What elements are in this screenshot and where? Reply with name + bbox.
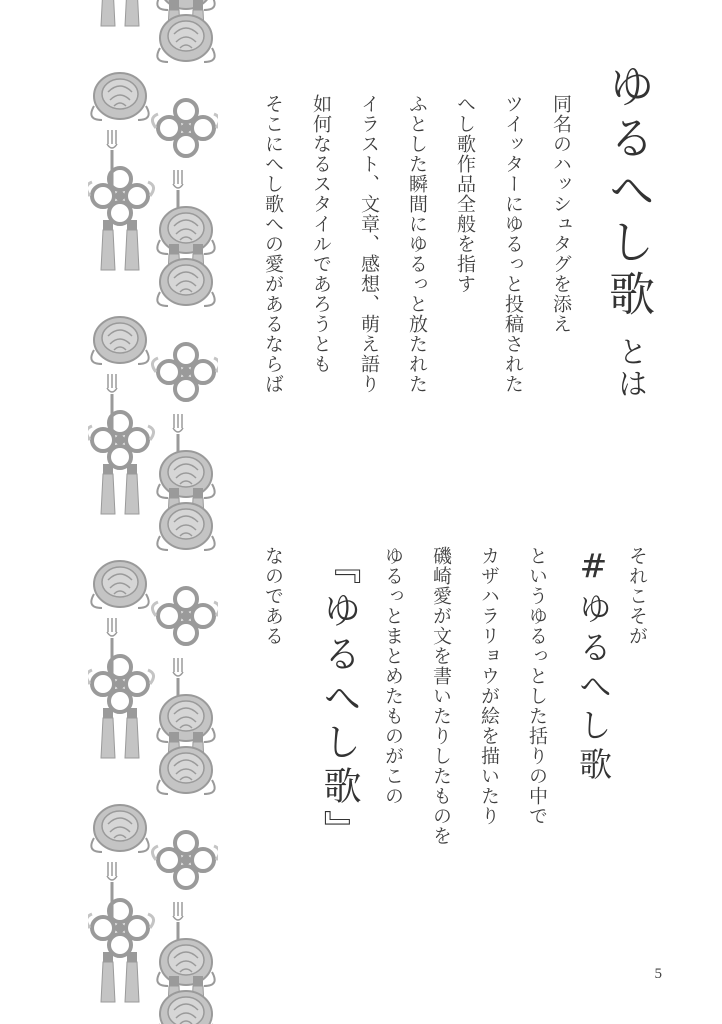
bracket-line: ゆるっとまとめたものがこの — [382, 546, 404, 806]
definition-line: ふとした瞬間にゆるっと放たれた — [406, 94, 428, 394]
peony-icon — [157, 939, 214, 986]
peony-icon — [157, 747, 214, 794]
title-main: ゆるへし歌 — [602, 62, 656, 322]
knot-icon — [88, 900, 154, 956]
knot-icon — [88, 412, 154, 468]
tassel-icon — [101, 220, 139, 270]
knot-icon — [152, 588, 218, 644]
peony-icon — [157, 695, 214, 742]
title-suffix: とは — [612, 336, 647, 400]
definition-line: ツイッターにゆるっと投稿された — [502, 94, 524, 394]
knot-icon — [152, 100, 218, 156]
definition-line: そこにへし歌への愛があるならば — [262, 94, 284, 394]
tassel-icon — [101, 708, 139, 758]
peony-icon — [91, 805, 148, 852]
bracket-line: というゆるっとした括りの中で — [526, 546, 548, 826]
bracket-line: カザハラリョウが絵を描いたり — [478, 546, 500, 826]
peony-icon — [157, 15, 214, 62]
page-number: 5 — [654, 966, 662, 982]
book-title: 『ゆるへし歌』 — [317, 546, 361, 854]
peony-icon — [157, 451, 214, 498]
knot-icon — [152, 832, 218, 888]
knot-icon — [88, 168, 154, 224]
definition-line: 同名のハッシュタグを添え — [550, 94, 572, 334]
bracket-line: 磯崎愛が文を書いたりしたものを — [430, 546, 452, 846]
peony-icon — [91, 561, 148, 608]
definition-line: イラスト、文章、感想、萌え語り — [358, 94, 380, 394]
tassel-icon — [101, 0, 139, 26]
intro-line: それこそが — [626, 546, 648, 646]
decorative-border — [88, 0, 218, 1024]
peony-icon — [91, 73, 148, 120]
tassel-icon — [101, 952, 139, 1002]
knot-icon — [152, 344, 218, 400]
peony-icon — [91, 317, 148, 364]
definition-line: へし歌作品全般を指す — [454, 94, 476, 294]
definition-line: 如何なるスタイルであろうとも — [310, 94, 332, 374]
hashtag: #ゆるへし歌 — [574, 546, 613, 786]
peony-icon — [157, 207, 214, 254]
peony-icon — [157, 503, 214, 550]
closing-line: なのである — [262, 546, 284, 646]
tassel-icon — [101, 464, 139, 514]
peony-icon — [157, 0, 214, 10]
peony-icon — [157, 259, 214, 306]
knot-icon — [88, 656, 154, 712]
page-title — [596, 62, 662, 400]
peony-icon — [157, 991, 214, 1024]
